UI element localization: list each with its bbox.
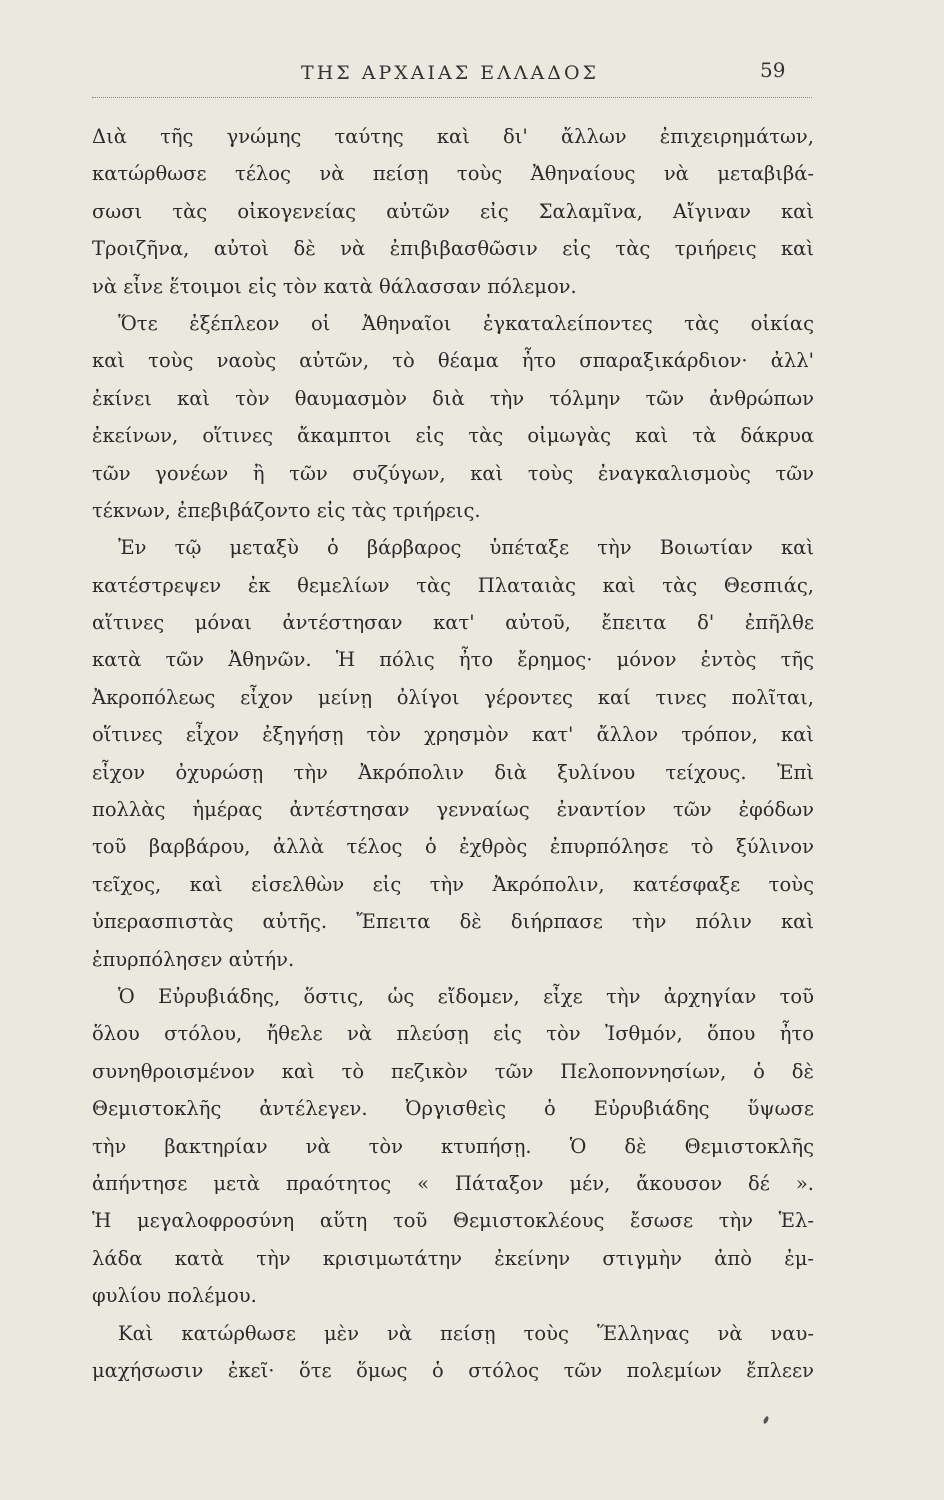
text-line: αἵτινες μόναι ἀντέστησαν κατ' αὐτοῦ, ἔπειτα δ' ἐπῆλθε <box>92 611 814 635</box>
text-line: τεῖχος, καὶ εἰσελθὼν εἰς τὴν Ἀκρόπολιν, κατέσφαξε τοὺς <box>92 872 814 896</box>
text-line: Καὶ κατώρθωσε μὲν νὰ πείσῃ τοὺς Ἕλληνας νὰ ναυ- <box>118 1321 814 1345</box>
text-line: φυλίου πολέμου. <box>92 1284 257 1308</box>
text-line: καὶ τοὺς ναοὺς αὐτῶν, τὸ θέαμα ἦτο σπαραξικάρδιον· ἀλλ' <box>92 349 814 373</box>
text-line: κατὰ τῶν Ἀθηνῶν. Ἡ πόλις ἦτο ἔρημος· μόνον ἐντὸς τῆς <box>92 648 814 672</box>
text-line: Ἐν τῷ μεταξὺ ὁ βάρβαρος ὑπέταξε τὴν Βοιωτίαν καὶ <box>118 536 814 560</box>
text-line: οἵτινες εἶχον ἐξηγήσῃ τὸν χρησμὸν κατ' ἄλλον τρόπον, καὶ <box>92 723 814 747</box>
body-text <box>92 118 814 1382</box>
text-line: νὰ εἶνε ἕτοιμοι εἰς τὸν κατὰ θάλασσαν πόλεμον. <box>92 274 577 298</box>
text-line: εἶχον ὀχυρώσῃ τὴν Ἀκρόπολιν διὰ ξυλίνου τείχους. Ἐπὶ <box>92 760 814 784</box>
text-line: ἐκείνων, οἵτινες ἄκαμπτοι εἰς τὰς οἰμωγὰς καὶ τὰ δάκρυα <box>92 424 814 448</box>
text-line: Διὰ τῆς γνώμης ταύτης καὶ δι' ἄλλων ἐπιχειρημάτων, <box>92 125 814 148</box>
text-line: Ἡ μεγαλοφροσύνη αὕτη τοῦ Θεμιστοκλέους ἔσωσε τὴν Ἑλ- <box>92 1209 814 1233</box>
text-line: ἐπυρπόλησεν αὐτήν. <box>92 947 295 971</box>
page-number: 59 <box>760 58 786 82</box>
text-line: πολλὰς ἡμέρας ἀντέστησαν γενναίως ἐναντίον τῶν ἐφόδων <box>92 798 814 822</box>
text-line: Τροιζῆνα, αὐτοὶ δὲ νὰ ἐπιβιβασθῶσιν εἰς τὰς τριήρεις καὶ <box>92 237 814 261</box>
text-line: τῶν γονέων ἢ τῶν συζύγων, καὶ τοὺς ἐναγκαλισμοὺς τῶν <box>92 461 814 485</box>
ink-mark <box>762 1416 769 1425</box>
text-line: τὴν βακτηρίαν νὰ τὸν κτυπήσῃ. Ὁ δὲ Θεμιστοκλῆς <box>92 1134 814 1158</box>
text-line: τέκνων, ἐπεβιβάζοντο εἰς τὰς τριήρεις. <box>92 498 481 522</box>
text-line: συνηθροισμένον καὶ τὸ πεζικὸν τῶν Πελοποννησίων, ὁ δὲ <box>92 1059 814 1083</box>
text-line: σωσι τὰς οἰκογενείας αὐτῶν εἰς Σαλαμῖνα, Αἴγιναν καὶ <box>92 199 814 223</box>
text-line: ὑπερασπιστὰς αὐτῆς. Ἔπειτα δὲ διήρπασε τὴν πόλιν καὶ <box>92 910 814 934</box>
text-line: Ἀκροπόλεως εἶχον μείνῃ ὀλίγοι γέροντες καί τινες πολῖται, <box>92 685 814 709</box>
text-line: μαχήσωσιν ἐκεῖ· ὅτε ὅμως ὁ στόλος τῶν πολεμίων ἔπλεεν <box>92 1358 814 1382</box>
text-line: ἀπήντησε μετὰ πραότητος « Πάταξον μέν, ἄκουσον δέ ». <box>92 1171 814 1195</box>
text-line: κατέστρεψεν ἐκ θεμελίων τὰς Πλαταιὰς καὶ τὰς Θεσπιάς, <box>92 573 814 597</box>
text-line: λάδα κατὰ τὴν κρισιμωτάτην ἐκείνην στιγμὴν ἀπὸ ἐμ- <box>92 1246 814 1270</box>
text-line: ἐκίνει καὶ τὸν θαυμασμὸν διὰ τὴν τόλμην τῶν ἀνθρώπων <box>92 386 814 410</box>
text-line: Ὁ Εὐρυβιάδης, ὅστις, ὡς εἴδομεν, εἶχε τὴν ἀρχηγίαν τοῦ <box>118 984 814 1008</box>
text-line: Θεμιστοκλῆς ἀντέλεγεν. Ὀργισθεὶς ὁ Εὐρυβιάδης ὕψωσε <box>92 1097 814 1121</box>
running-title: ΤΗΣ ΑΡΧΑΙΑΣ ΕΛΛΑΔΟΣ <box>301 62 599 84</box>
text-line: Ὅτε ἐξέπλεον οἱ Ἀθηναῖοι ἐγκαταλείποντες τὰς οἰκίας <box>118 311 814 335</box>
text-line: τοῦ βαρβάρου, ἀλλὰ τέλος ὁ ἐχθρὸς ἐπυρπόλησε τὸ ξύλινον <box>92 835 814 859</box>
running-head <box>0 58 944 88</box>
text-line: κατώρθωσε τέλος νὰ πείσῃ τοὺς Ἀθηναίους νὰ μεταβιβά- <box>92 162 814 186</box>
header-rule <box>92 97 812 98</box>
text-line: ὅλου στόλου, ἤθελε νὰ πλεύσῃ εἰς τὸν Ἰσθμόν, ὅπου ἦτο <box>92 1022 814 1046</box>
